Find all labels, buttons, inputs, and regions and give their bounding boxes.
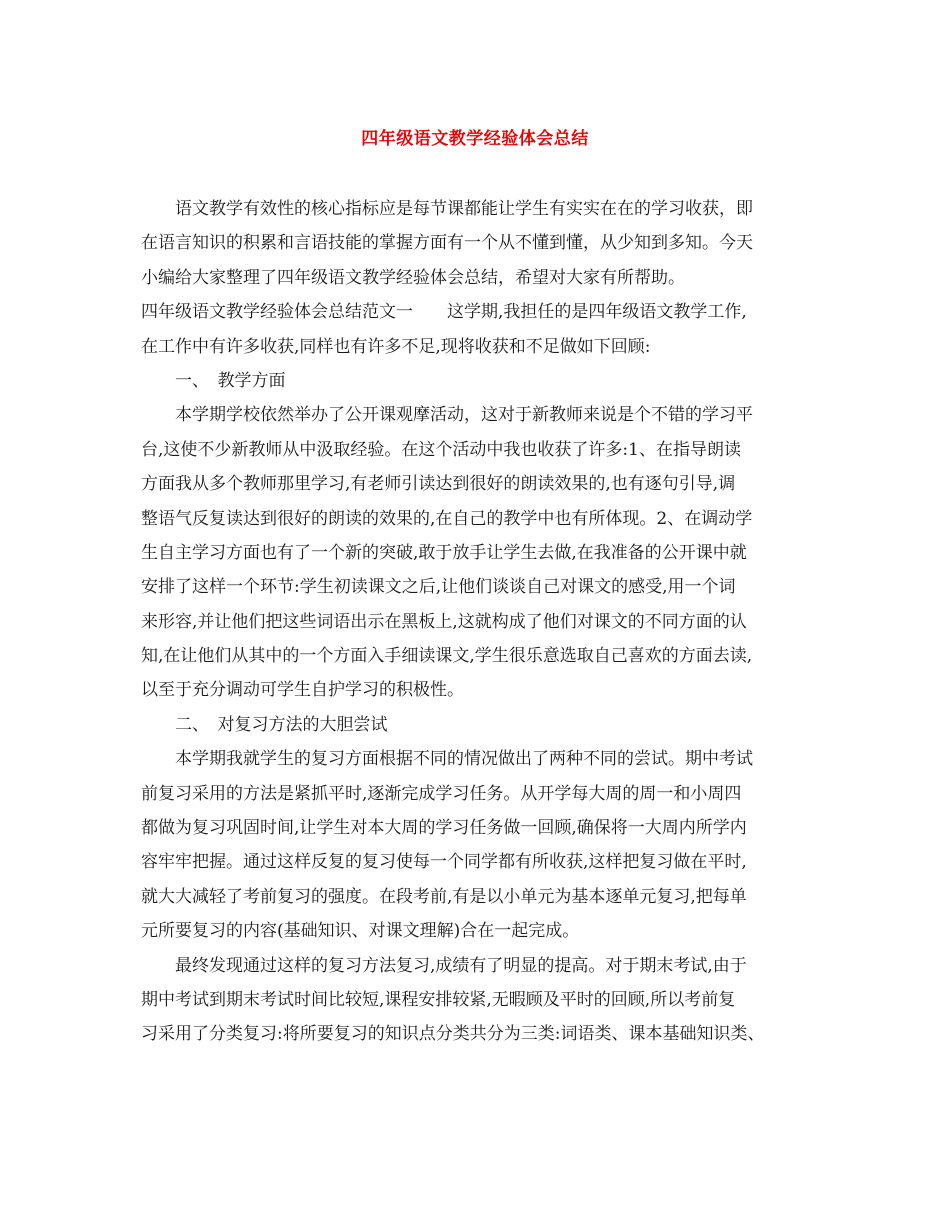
text-line: 元所要复习的内容(基础知识、对课文理解)合在一起完成。 (141, 921, 580, 942)
text-line: 安排了这样一个环节:学生初读课文之后,让他们谈谈自己对课文的感受,用一个词 (141, 577, 736, 598)
text-line: 来形容,并让他们把这些词语出示在黑板上,这就构成了他们对课文的不同方面的认 (141, 611, 747, 632)
text-line: 前复习采用的方法是紧抓平时,逐渐完成学习任务。从开学每大周的周一和小周四 (141, 783, 742, 804)
text-line: 二、 对复习方法的大胆尝试 (175, 714, 388, 735)
document-body (141, 192, 821, 1052)
text-line: 台,这使不少新教师从中汲取经验。在这个活动中我也收获了许多:1、在指导朗读 (141, 439, 741, 460)
text-line: 在工作中有许多收获,同样也有许多不足,现将收获和不足做如下回顾: (141, 336, 651, 357)
text-line: 一、 教学方面 (175, 370, 286, 391)
text-line: 以至于充分调动可学生自护学习的积极性。 (141, 680, 464, 701)
text-line: 容牢牢把握。通过这样反复的复习使每一个同学都有所收获,这样把复习做在平时, (141, 852, 747, 873)
text-line: 生自主学习方面也有了一个新的突破,敢于放手让学生去做,在我准备的公开课中就 (141, 542, 747, 563)
text-line: 本学期学校依然举办了公开课观摩活动，这对于新教师来说是个不错的学习平 (175, 405, 753, 426)
text-line: 习采用了分类复习:将所要复习的知识点分类共分为三类:词语类、课本基础知识类、 (141, 1024, 765, 1045)
text-line: 都做为复习巩固时间,让学生对本大周的学习任务做一回顾,确保将一大周内所学内 (141, 818, 747, 839)
text-line: 就大大减轻了考前复习的强度。在段考前,有是以小单元为基本逐单元复习,把每单 (141, 886, 747, 907)
text-line: 小编给大家整理了四年级语文教学经验体会总结，希望对大家有所帮助。 (141, 267, 685, 288)
document-title: 四年级语文教学经验体会总结 (361, 129, 589, 149)
text-line: 在语言知识的积累和言语技能的掌握方面有一个从不懂到懂，从少知到多知。今天 (141, 233, 753, 254)
text-line: 知,在让他们从其中的一个方面入手细读课文,学生很乐意选取自己喜欢的方面去读, (141, 646, 753, 667)
text-line: 整语气反复读达到很好的朗读的效果的,在自己的教学中也有所体现。2、在调动学 (141, 508, 753, 529)
text-line: 最终发现通过这样的复习方法复习,成绩有了明显的提高。对于期末考试,由于 (175, 955, 747, 976)
text-line: 本学期我就学生的复习方面根据不同的情况做出了两种不同的尝试。期中考试 (175, 749, 753, 770)
text-line: 期中考试到期末考试时间比较短,课程安排较紧,无暇顾及平时的回顾,所以考前复 (141, 989, 736, 1010)
text-line: 四年级语文教学经验体会总结范文一 这学期,我担任的是四年级语文教学工作, (141, 302, 747, 323)
text-line: 方面我从多个教师那里学习,有老师引读达到很好的朗读效果的,也有逐句引导,调 (141, 474, 736, 495)
text-line: 语文教学有效性的核心指标应是每节课都能让学生有实实在在的学习收获，即 (175, 199, 753, 219)
